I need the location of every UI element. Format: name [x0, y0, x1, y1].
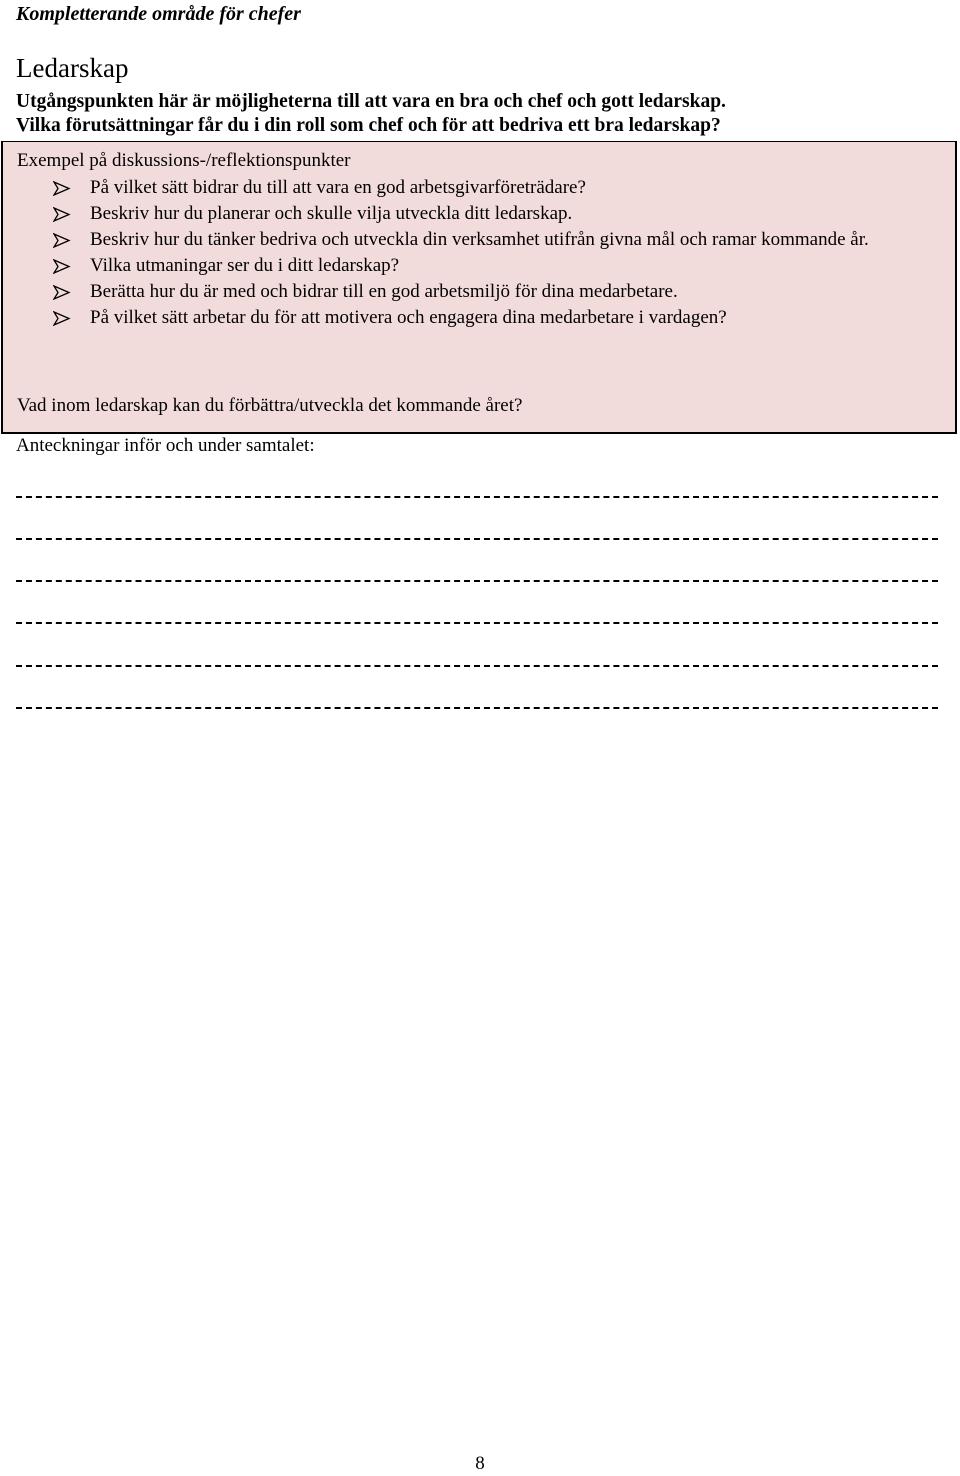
note-writing-line[interactable]	[16, 496, 938, 498]
list-item	[3, 253, 953, 279]
arrow-bullet-icon	[53, 285, 71, 300]
discussion-points-list	[3, 175, 953, 331]
discussion-point-text: Berätta hur du är med och bidrar till en god arbetsmiljö för dina medarbetare.	[90, 281, 678, 302]
notes-label: Anteckningar inför och under samtalet:	[16, 435, 315, 456]
discussion-point-text: På vilket sätt arbetar du för att motivera och engagera dina medarbetare i vardagen?	[90, 307, 727, 328]
arrow-bullet-icon	[53, 311, 71, 326]
arrow-bullet-icon	[53, 181, 71, 196]
page-number: 8	[475, 1453, 485, 1474]
arrow-bullet-icon	[53, 207, 71, 222]
page-title: Ledarskap	[16, 53, 129, 83]
note-writing-line[interactable]	[16, 707, 938, 709]
note-writing-line[interactable]	[16, 665, 938, 667]
note-writing-line[interactable]	[16, 538, 938, 540]
list-item	[3, 175, 953, 201]
intro-line: Vilka förutsättningar får du i din roll som chef och för att bedriva ett bra ledarskap?	[16, 115, 721, 136]
list-item	[3, 279, 953, 305]
intro-text	[16, 90, 946, 138]
note-writing-line[interactable]	[16, 622, 938, 624]
list-item	[3, 305, 953, 331]
discussion-box	[1, 141, 957, 434]
list-item	[3, 201, 953, 227]
discussion-box-title: Exempel på diskussions-/reflektionspunkter	[17, 150, 351, 171]
discussion-point-text: Beskriv hur du tänker bedriva och utveckla din verksamhet utifrån givna mål och ramar kommande år.	[90, 229, 869, 250]
improvement-question: Vad inom ledarskap kan du förbättra/utveckla det kommande året?	[17, 395, 523, 416]
intro-line: Utgångspunkten här är möjligheterna till att vara en bra och chef och gott ledarskap.	[16, 91, 726, 112]
discussion-point-text: Beskriv hur du planerar och skulle vilja utveckla ditt ledarskap.	[90, 203, 573, 224]
arrow-bullet-icon	[53, 233, 71, 248]
discussion-point-text: På vilket sätt bidrar du till att vara en god arbetsgivarföreträdare?	[90, 177, 586, 198]
discussion-point-text: Vilka utmaningar ser du i ditt ledarskap?	[90, 255, 400, 276]
note-writing-line[interactable]	[16, 580, 938, 582]
arrow-bullet-icon	[53, 259, 71, 274]
list-item	[3, 227, 953, 253]
section-header: Kompletterande område för chefer	[16, 3, 301, 25]
